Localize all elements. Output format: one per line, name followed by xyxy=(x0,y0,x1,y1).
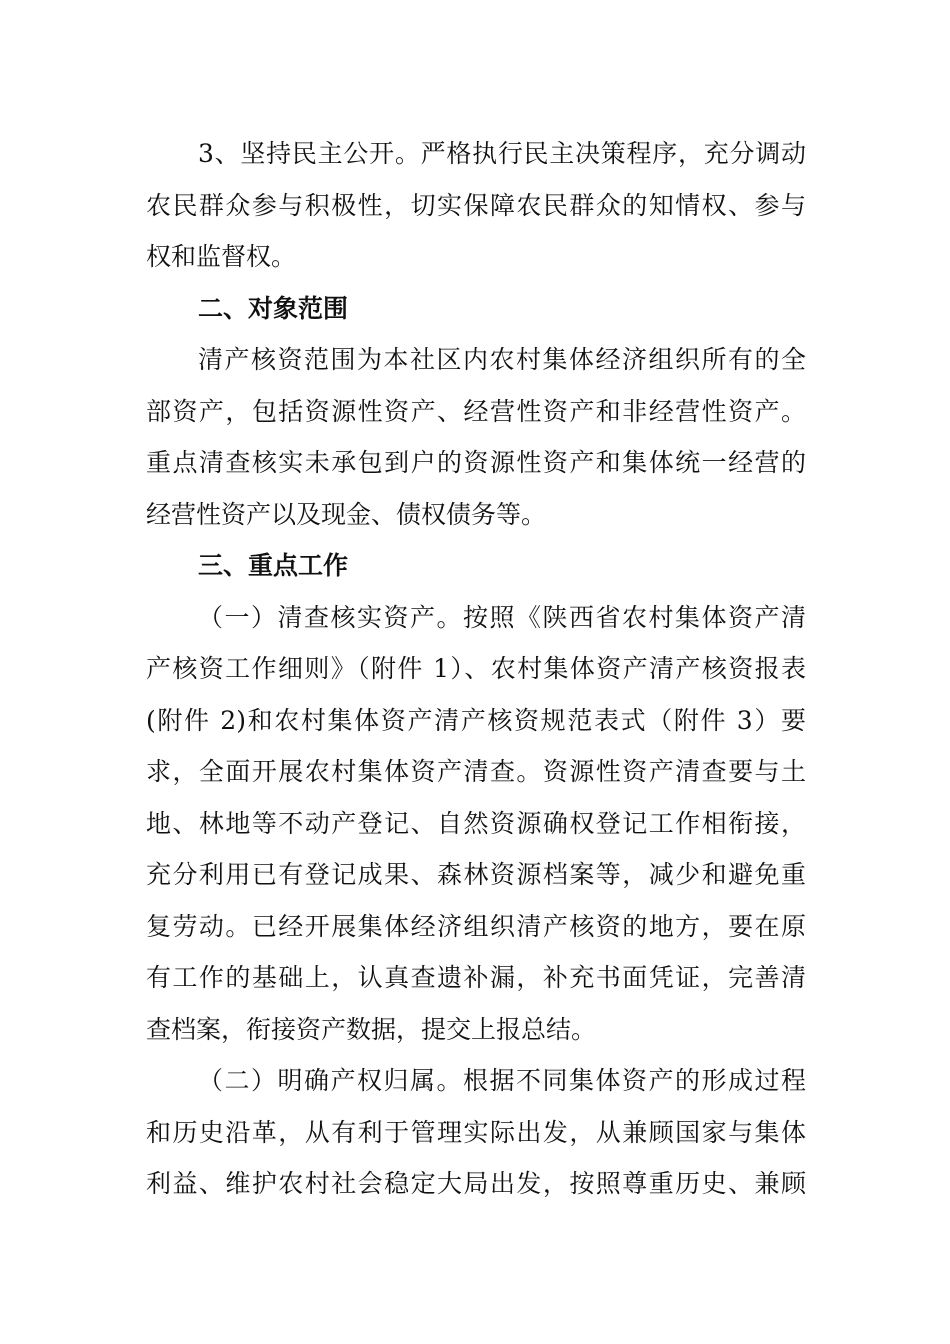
text-line: 重点清查核实未承包到户的资源性资产和集体统一经营的 xyxy=(146,448,806,477)
text-line: 产核资工作细则》（附件 1）、农村集体资产清产核资报表 xyxy=(146,654,806,683)
text-line: 查档案，衔接资产数据，提交上报总结。 xyxy=(146,1014,597,1044)
text-line: 充分利用已有登记成果、森林资源档案等，减少和避免重 xyxy=(146,860,806,889)
text-line: 利益、维护农村社会稳定大局出发，按照尊重历史、兼顾 xyxy=(146,1169,806,1198)
text-line: （一）清查核实资产。按照《陕西省农村集体资产清 xyxy=(198,602,806,632)
text-line: 和历史沿革，从有利于管理实际出发，从兼顾国家与集体 xyxy=(146,1117,806,1147)
text-line: 求，全面开展农村集体资产清查。资源性资产清查要与土 xyxy=(146,757,806,786)
section-heading-scope: 二、对象范围 xyxy=(198,293,349,323)
paragraph-scope xyxy=(146,334,806,540)
text-line: 3、坚持民主公开。严格执行民主决策程序，充分调动 xyxy=(198,139,806,168)
paragraph-democratic-openness xyxy=(146,128,806,283)
document-body xyxy=(146,128,806,1210)
text-line: 复劳动。已经开展集体经济组织清产核资的地方，要在原 xyxy=(146,911,806,941)
section-heading-key-work: 三、重点工作 xyxy=(198,551,349,580)
text-line: （二）明确产权归属。根据不同集体资产的形成过程 xyxy=(198,1066,806,1095)
text-line: 部资产，包括资源性资产、经营性资产和非经营性资产。 xyxy=(146,396,806,426)
paragraph-property-ownership xyxy=(146,1055,806,1210)
text-line: 清产核资范围为本社区内农村集体经济组织所有的全 xyxy=(198,345,806,374)
text-line: 农民群众参与积极性，切实保障农民群众的知情权、参与 xyxy=(146,190,806,220)
text-line: 权和监督权。 xyxy=(146,242,297,271)
text-line: 地、林地等不动产登记、自然资源确权登记工作相衔接， xyxy=(146,808,806,838)
text-line: 经营性资产以及现金、债权债务等。 xyxy=(146,499,547,529)
text-line: (附件 2)和农村集体资产清产核资规范表式（附件 3）要 xyxy=(146,705,806,735)
paragraph-asset-verification xyxy=(146,592,806,1056)
text-line: 有工作的基础上，认真查遗补漏，补充书面凭证，完善清 xyxy=(146,963,806,992)
